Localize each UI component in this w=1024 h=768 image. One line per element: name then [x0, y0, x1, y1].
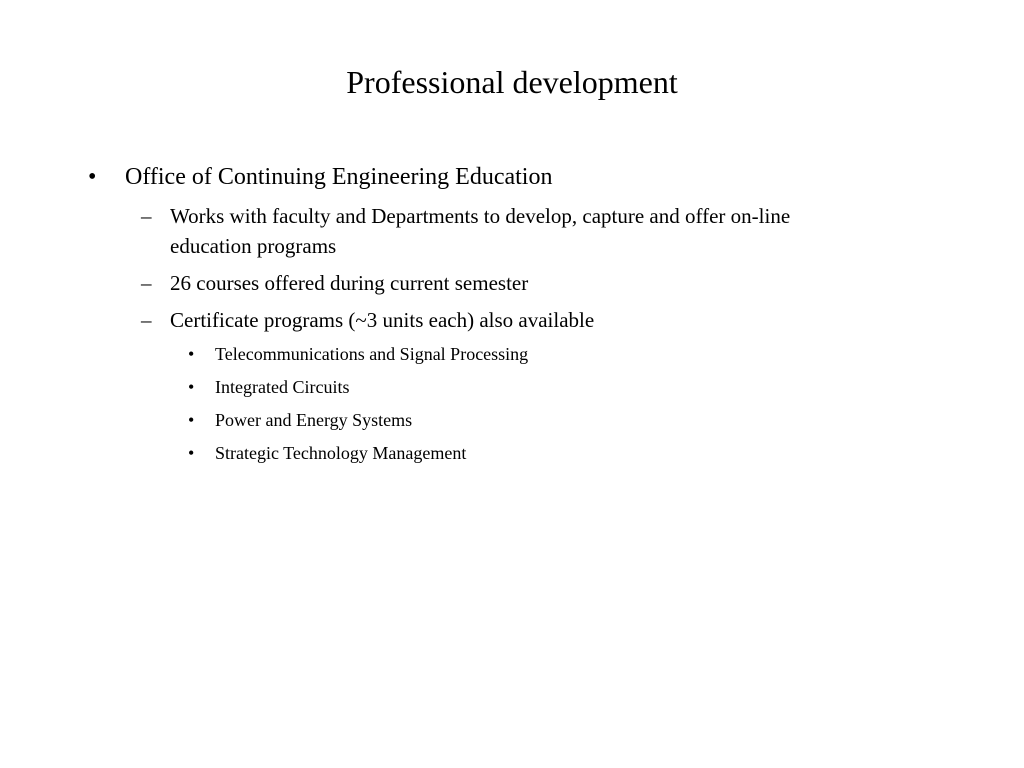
bullet-marker: •: [188, 410, 195, 430]
bullet-text: Office of Continuing Engineering Education: [125, 164, 553, 190]
bullet-marker: •: [188, 443, 195, 463]
dash-marker: –: [141, 271, 152, 295]
sub-sub-bullet-text: Power and Energy Systems: [215, 410, 413, 430]
bullet-marker: •: [88, 164, 97, 190]
bullet-marker: •: [188, 377, 195, 397]
slide-title: Professional development: [346, 64, 678, 100]
sub-bullet-text-line: 26 courses offered during current semester: [170, 271, 529, 295]
sub-bullet-text-line: Certificate programs (~3 units each) also available: [170, 308, 595, 332]
bullet-marker: •: [188, 344, 195, 364]
sub-sub-bullet-text: Strategic Technology Management: [215, 443, 467, 463]
dash-marker: –: [141, 204, 152, 228]
dash-marker: –: [141, 308, 152, 332]
sub-bullet-text-line: Works with faculty and Departments to develop, capture and offer on-line: [170, 204, 791, 228]
sub-bullet-text-line: education programs: [170, 234, 337, 258]
sub-sub-bullet-text: Integrated Circuits: [215, 377, 350, 397]
sub-sub-bullet-text: Telecommunications and Signal Processing: [215, 344, 529, 364]
